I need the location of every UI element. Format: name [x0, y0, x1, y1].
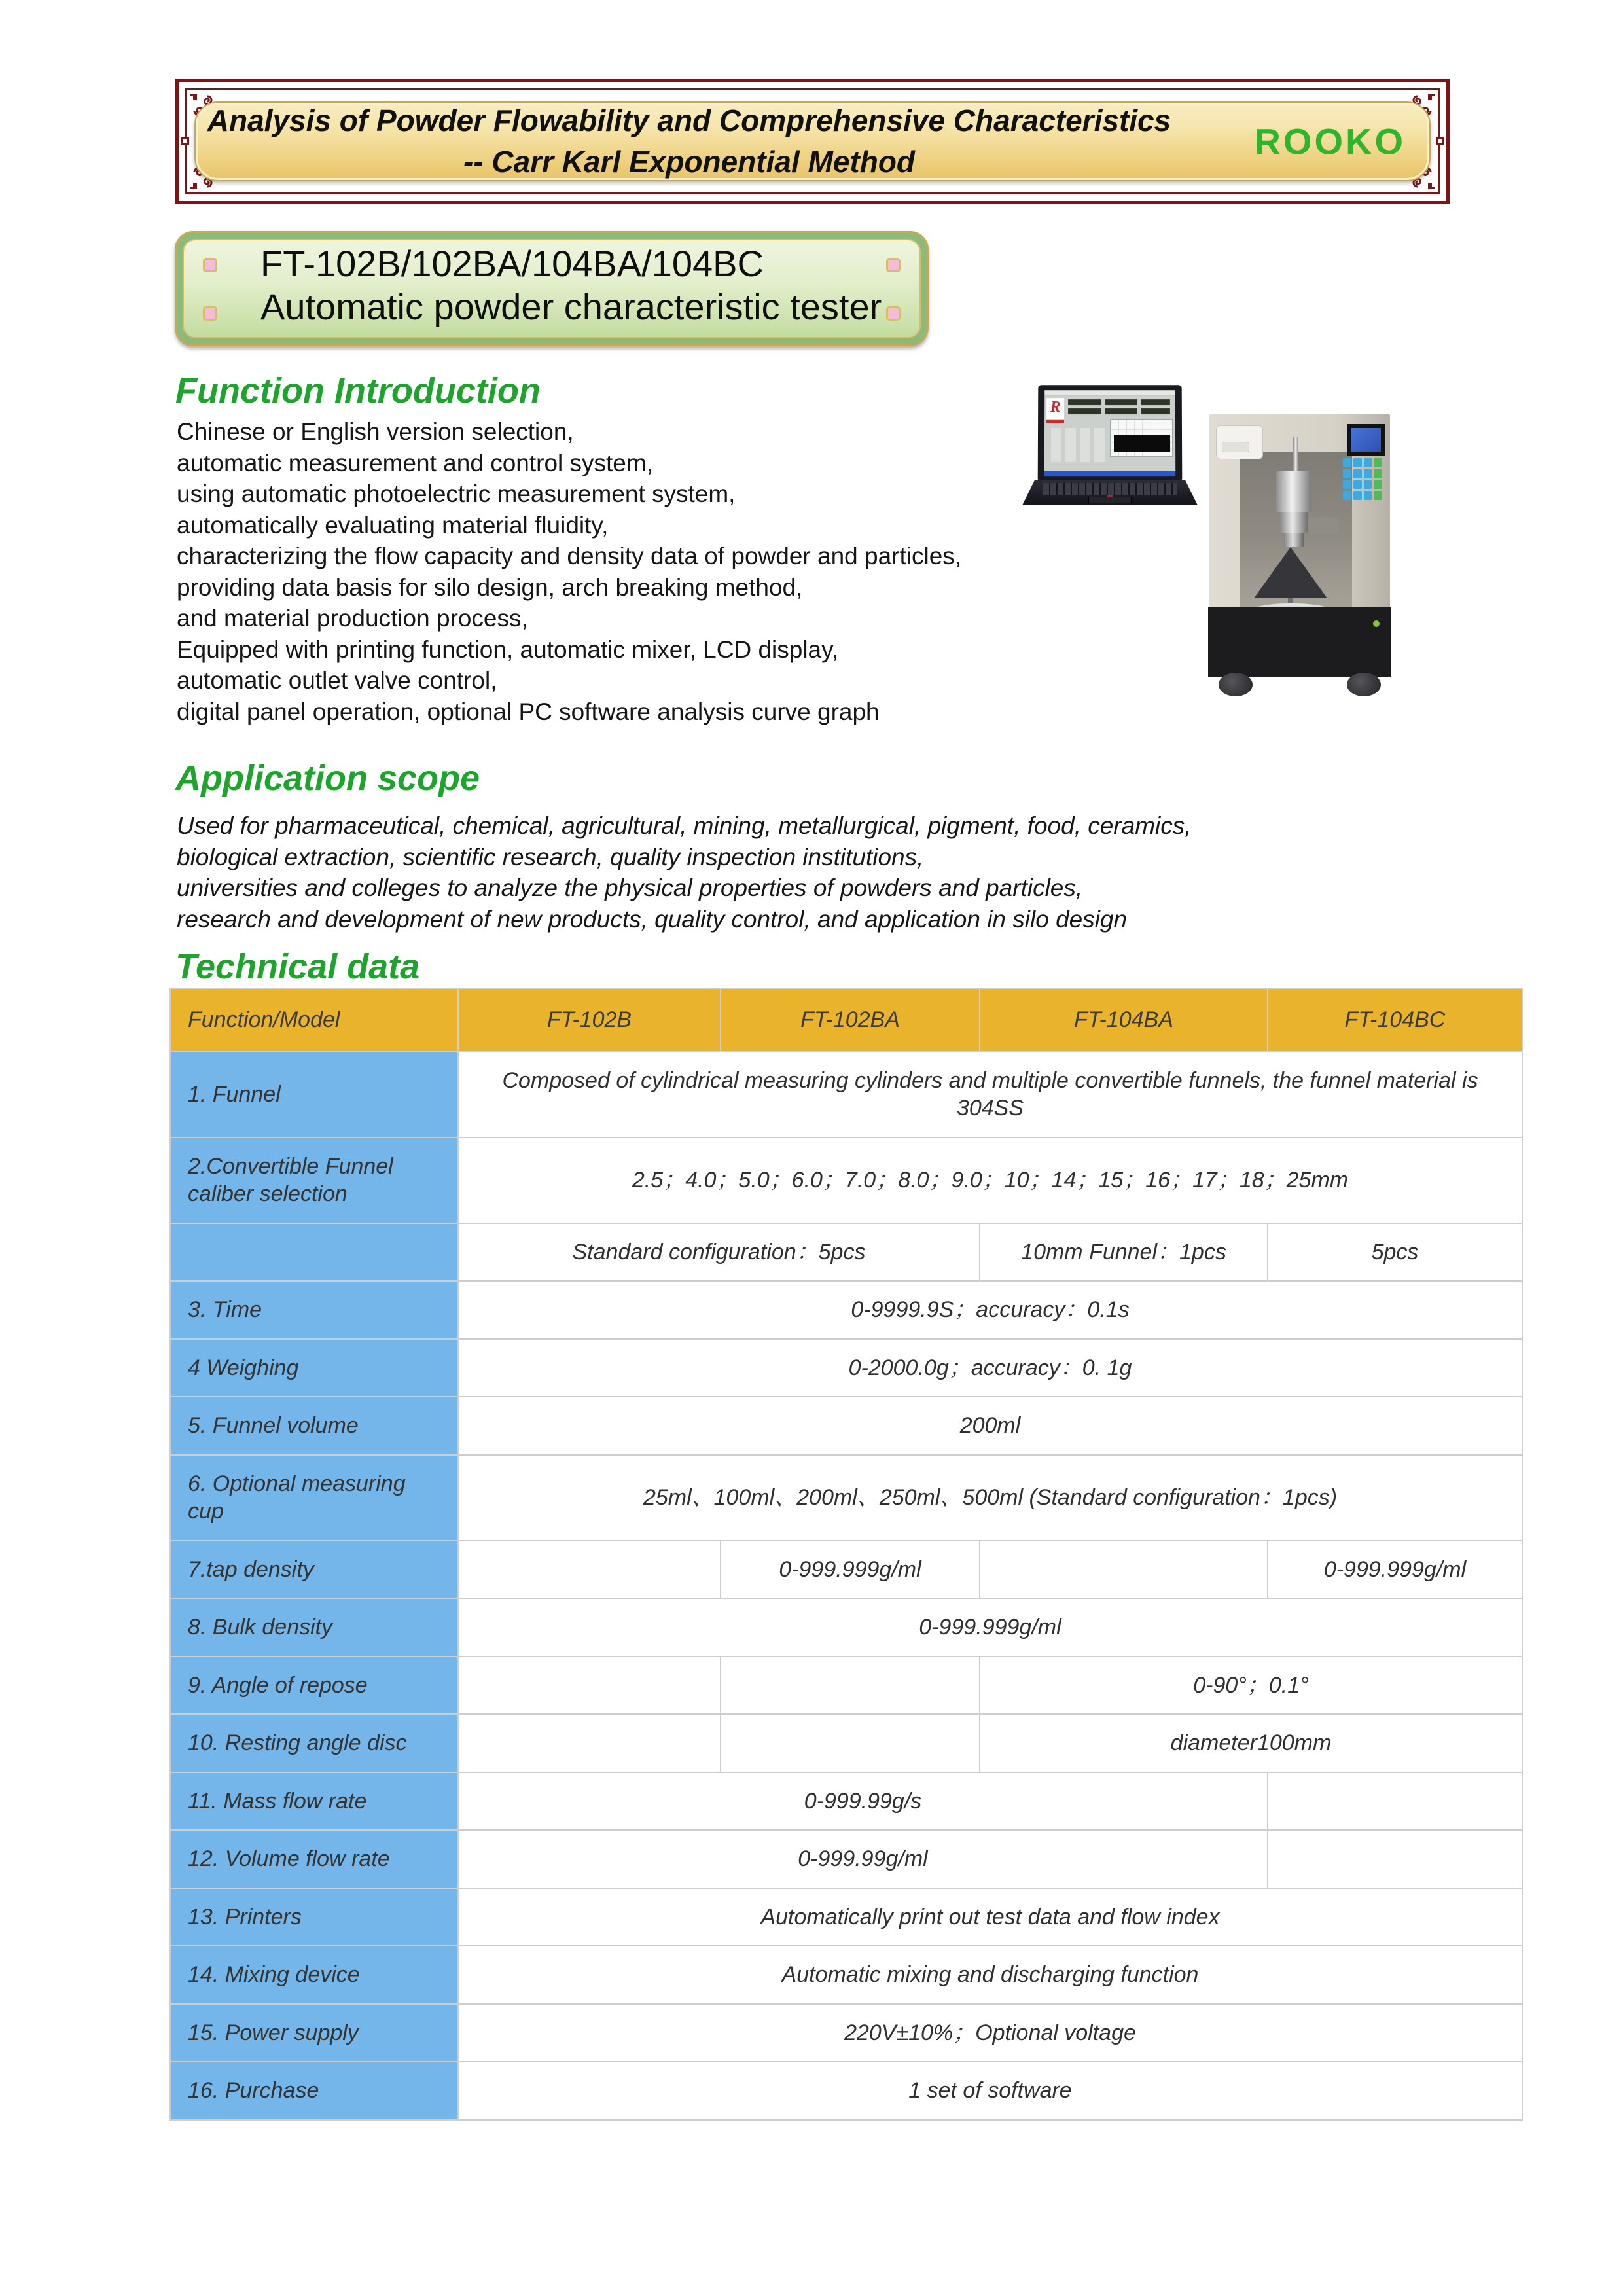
table-row-label: 9. Angle of repose	[170, 1657, 458, 1715]
keypad-key	[1343, 458, 1351, 467]
table-row-label: 7.tap density	[170, 1541, 458, 1599]
table-row	[170, 1946, 1522, 2004]
machine-clamp	[1308, 517, 1339, 534]
table-cell: 25ml、100ml、200ml、250ml、500ml (Standard configuration：1pcs)	[458, 1455, 1522, 1541]
text-line: Used for pharmaceutical, chemical, agricultural, mining, metallurgical, pigment, food, ceramics,	[177, 812, 1192, 839]
software-plot-area	[1114, 435, 1170, 452]
software-field	[1105, 408, 1137, 414]
machine-lcd-bezel	[1347, 424, 1385, 456]
table-row	[170, 1541, 1522, 1599]
keypad-key	[1364, 491, 1372, 500]
table-row	[170, 1223, 1522, 1282]
table-header-cell: FT-104BC	[1268, 988, 1522, 1052]
keypad-key	[1343, 469, 1351, 478]
table-cell	[458, 1657, 721, 1715]
frame-knob-icon	[181, 137, 189, 145]
keypad-key	[1353, 458, 1362, 467]
banner-title-line1: Analysis of Powder Flowability and Comprehensive Characteristics	[207, 103, 1171, 137]
text-line: providing data basis for silo design, arch breaking method,	[177, 573, 803, 601]
table-row	[170, 1598, 1522, 1657]
table-cell: 0-2000.0g；accuracy：0. 1g	[458, 1339, 1522, 1397]
keypad-key	[1364, 469, 1372, 478]
powder-repose-cone	[1254, 547, 1327, 598]
table-cell	[980, 1541, 1268, 1599]
measuring-cylinder-lower	[1280, 512, 1308, 533]
text-line: automatic measurement and control system,	[177, 449, 653, 476]
table-row	[170, 1339, 1522, 1397]
function-introduction-heading: Function Introduction	[175, 371, 541, 410]
table-cell	[458, 1541, 721, 1599]
function-introduction-text	[177, 416, 1047, 727]
table-row	[170, 1281, 1522, 1339]
machine-printer	[1216, 425, 1263, 459]
measuring-cylinder	[1276, 471, 1311, 512]
table-row-label: 16. Purchase	[170, 2062, 458, 2120]
table-row-label: 3. Time	[170, 1281, 458, 1339]
keypad-key	[1374, 458, 1382, 467]
application-scope-text	[177, 810, 1368, 935]
software-field	[1068, 408, 1101, 414]
table-cell: 2.5；4.0；5.0；6.0；7.0；8.0；9.0；10；14；15；16；17；18；25mm	[458, 1138, 1522, 1223]
table-row-label: 8. Bulk density	[170, 1598, 458, 1657]
banner-title-line2: -- Carr Karl Exponential Method	[463, 145, 916, 179]
table-row	[170, 2004, 1522, 2062]
text-line: characterizing the flow capacity and density data of powder and particles,	[177, 543, 962, 569]
keypad-key	[1343, 491, 1351, 500]
laptop-keyboard-deck	[1022, 480, 1198, 505]
table-cell	[721, 1714, 980, 1772]
text-line: universities and colleges to analyze the physical properties of powders and particles,	[177, 874, 1083, 901]
table-row-label: 11. Mass flow rate	[170, 1772, 458, 1831]
corner-square-icon	[203, 306, 217, 321]
funnel-outlet	[1284, 533, 1304, 547]
table-header-cell: FT-102B	[458, 988, 721, 1052]
table-cell: Automatically print out test data and flow index	[458, 1888, 1522, 1946]
table-cell	[721, 1657, 980, 1715]
text-line: research and development of new products, quality control, and application in silo design	[177, 905, 1128, 933]
text-line: and material production process,	[177, 605, 528, 632]
frame-knob-icon	[1436, 137, 1444, 145]
text-line: Chinese or English version selection,	[177, 418, 574, 445]
text-line: automatically evaluating material fluidity,	[177, 511, 609, 539]
table-cell: 0-9999.9S；accuracy：0.1s	[458, 1281, 1522, 1339]
table-row-label: 12. Volume flow rate	[170, 1830, 458, 1888]
product-title	[260, 242, 882, 329]
text-line: digital panel operation, optional PC software analysis curve graph	[177, 698, 880, 725]
text-line: automatic outlet valve control,	[177, 667, 497, 694]
table-row	[170, 1052, 1522, 1138]
keypad-key	[1353, 469, 1362, 478]
keypad-key	[1374, 480, 1382, 490]
table-row-label: 2.Convertible Funnel caliber selection	[170, 1138, 458, 1223]
table-cell: 0-999.999g/ml	[458, 1598, 1522, 1657]
table-row-label: 15. Power supply	[170, 2004, 458, 2062]
table-cell: 1 set of software	[458, 2062, 1522, 2120]
table-cell: 5pcs	[1268, 1223, 1522, 1282]
product-title-box	[175, 231, 929, 346]
banner-title	[207, 82, 1171, 201]
table-row-label	[170, 1223, 458, 1282]
header-banner	[175, 79, 1450, 204]
table-row-label: 5. Funnel volume	[170, 1397, 458, 1455]
table-row	[170, 2062, 1522, 2120]
table-cell: Composed of cylindrical measuring cylinders and multiple convertible funnels, the funnel material is 304SS	[458, 1052, 1522, 1138]
machine-foot	[1347, 673, 1381, 696]
table-cell: diameter100mm	[980, 1714, 1522, 1772]
table-row-label: 4 Weighing	[170, 1339, 458, 1397]
keypad-key	[1374, 491, 1382, 500]
table-cell: 0-999.99g/ml	[458, 1830, 1268, 1888]
machine-support-rod	[1293, 437, 1298, 474]
rooko-logo: ROOKO	[1254, 120, 1406, 162]
corner-square-icon	[886, 258, 901, 272]
software-buttons-grid	[1051, 428, 1107, 462]
keypad-key	[1343, 480, 1351, 490]
application-scope-heading: Application scope	[175, 759, 480, 798]
software-field	[1141, 399, 1170, 405]
corner-square-icon	[203, 258, 217, 272]
keypad-key	[1364, 480, 1372, 490]
table-cell: 200ml	[458, 1397, 1522, 1455]
table-row	[170, 1657, 1522, 1715]
text-line: Equipped with printing function, automatic mixer, LCD display,	[177, 636, 839, 663]
table-cell	[458, 1714, 721, 1772]
keypad-key	[1374, 469, 1382, 478]
keypad-key	[1364, 458, 1372, 467]
table-row	[170, 1138, 1522, 1223]
software-field	[1068, 399, 1101, 405]
table-cell: 0-999.999g/ml	[721, 1541, 980, 1599]
laptop-screen	[1038, 385, 1183, 482]
table-row-label: 14. Mixing device	[170, 1946, 458, 2004]
table-cell: 10mm Funnel：1pcs	[980, 1223, 1268, 1282]
table-header-cell: FT-102BA	[721, 988, 980, 1052]
table-row	[170, 1397, 1522, 1455]
table-cell	[1268, 1830, 1522, 1888]
text-line: biological extraction, scientific research, quality inspection institutions,	[177, 843, 924, 870]
table-row	[170, 1772, 1522, 1831]
laptop-trackpad	[1088, 497, 1132, 503]
table-row-label: 13. Printers	[170, 1888, 458, 1946]
power-indicator-icon	[1373, 620, 1380, 627]
table-cell: Automatic mixing and discharging function	[458, 1946, 1522, 2004]
windows-taskbar	[1044, 471, 1176, 476]
laptop-photo	[1022, 385, 1198, 505]
keypad-key	[1353, 480, 1362, 490]
table-row-label: 10. Resting angle disc	[170, 1714, 458, 1772]
table-cell: 220V±10%；Optional voltage	[458, 2004, 1522, 2062]
technical-data-heading: Technical data	[175, 947, 420, 986]
machine-foot	[1219, 673, 1253, 696]
table-header-row	[170, 988, 1522, 1052]
technical-data-table	[169, 988, 1523, 2121]
table-cell: 0-999.999g/ml	[1268, 1541, 1522, 1599]
machine-keypad	[1343, 458, 1382, 500]
laptop-keyboard	[1043, 483, 1177, 495]
corner-square-icon	[886, 306, 901, 321]
table-cell	[1268, 1772, 1522, 1831]
machine-base	[1208, 607, 1391, 677]
machine-lcd-screen	[1351, 428, 1381, 452]
text-line: using automatic photoelectric measurement system,	[177, 480, 736, 507]
table-row-label: 6. Optional measuring cup	[170, 1455, 458, 1541]
product-model-line: FT-102B/102BA/104BA/104BC	[260, 243, 764, 284]
table-row-label: 1. Funnel	[170, 1052, 458, 1138]
table-row	[170, 1888, 1522, 1946]
software-field	[1141, 408, 1170, 414]
software-field	[1105, 399, 1137, 405]
table-cell: 0-999.99g/s	[458, 1772, 1268, 1831]
tester-machine-photo	[1208, 412, 1391, 700]
product-name-line: Automatic powder characteristic tester	[260, 286, 882, 327]
table-row	[170, 1830, 1522, 1888]
table-cell: 0-90°；0.1°	[980, 1657, 1522, 1715]
table-header-cell: FT-104BA	[980, 988, 1268, 1052]
table-row	[170, 1455, 1522, 1541]
software-menubar	[1044, 390, 1175, 395]
table-cell: Standard configuration：5pcs	[458, 1223, 980, 1282]
table-header-cell: Function/Model	[170, 988, 458, 1052]
analysis-software-window	[1044, 390, 1176, 476]
table-row	[170, 1714, 1522, 1772]
software-logo-icon: R	[1046, 398, 1064, 419]
keypad-key	[1353, 491, 1362, 500]
